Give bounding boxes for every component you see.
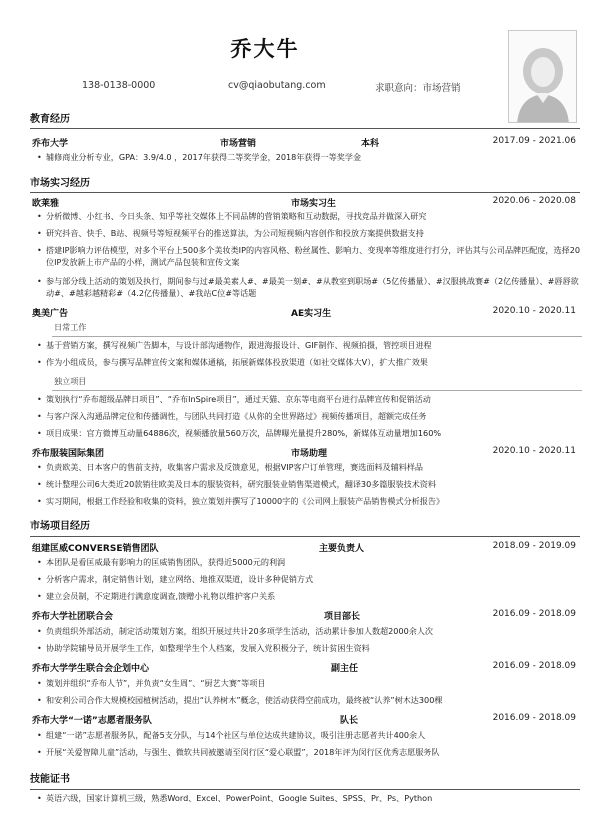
subsection-label: 独立项目 [54, 376, 87, 386]
date-range: 2017.09 - 2021.06 [492, 136, 576, 146]
bullet-item: • 建立会员制，不定期进行满意度调查,馈赠小礼物以维护客户关系 [46, 591, 582, 603]
section-divider [30, 192, 580, 193]
school: 乔布大学 [32, 139, 69, 149]
email: cv@qiaobutang.com [228, 80, 326, 91]
bullet-item: • 和安利公司合作大规模校园植树活动，提出“认养树木”概念，使活动获得空前成功，最终被“认养”树木达300棵 [46, 695, 582, 707]
bullet-item: • 分析微博、小红书、今日头条、知乎等社交媒体上不同品牌的营销策略和互动数据，寻找竞品并做深入研究 [46, 211, 582, 223]
bullet-item: • 组建“一诺”志愿者服务队，配备5支分队，与14个社区与单位达成共建协议，吸引注册志愿者共计400余人 [46, 730, 582, 742]
company: 奥美广告 [32, 309, 69, 319]
role: 市场助理 [291, 449, 328, 459]
bullet-item: • 开展“关爱智障儿童”活动，与强生、微软共同被邀请至闵行区“爱心联盟”，2018年评为闵行区优秀志愿服务队 [46, 747, 582, 759]
date-range: 2016.09 - 2018.09 [492, 609, 576, 619]
organization: 乔布大学“一诺”志愿者服务队 [32, 716, 152, 726]
section-title-skills: 技能证书 [30, 774, 70, 785]
project-row [30, 713, 576, 727]
phone: 138-0138-0000 [82, 80, 156, 91]
role: 副主任 [331, 664, 359, 674]
photo-caption: 1 寸 职 业 照 [524, 111, 561, 118]
bullet-item: • 搭建IP影响力评估模型，对多个平台上500多个美妆类IP的内容风格、粉丝属性、影响力、变现率等维度进行打分，评估其与公司品牌匹配度，选择20位IP发放新上市产品的小样，测试产品包装和宣传文案 [46, 245, 582, 268]
project-row [30, 541, 576, 555]
organization: 乔布大学学生联合会企划中心 [32, 664, 150, 674]
section-divider [30, 128, 580, 129]
bullet-item: • 基于营销方案，撰写视频广告脚本，与设计部沟通物作，跟进海报设计、GIF制作、视频拍摄，管控项目进程 [46, 340, 582, 352]
organization: 组建匡威CONVERSE销售团队 [32, 544, 159, 554]
section-divider [30, 536, 580, 537]
role: 项目部长 [324, 612, 361, 622]
project-row [30, 609, 576, 623]
section-divider [30, 789, 580, 790]
experience-row [30, 446, 576, 460]
role: 主要负责人 [319, 544, 365, 554]
role: AE实习生 [291, 309, 332, 319]
bullet-item: • 分析客户需求，制定销售计划，建立网络、地推双渠道，设计多种促销方式 [46, 574, 582, 586]
bullet-item: • 策划执行“乔布超级品牌日项目”、“乔布InSpire项目”，通过天猫、京东等电商平台进行品牌宣传和促销活动 [46, 394, 582, 406]
bullet-item: • 参与部分线上活动的策划及执行，期间参与过#最美素人#、#最美一刻#、#从教室到职场#（5亿传播量）、#汉服挑战赛#（2亿传播量）、#唇唇欲动#、#越彩越精彩#（4.2亿传播量）、#我站C位#等话题 [46, 276, 582, 299]
experience-row [30, 306, 576, 320]
section-title-projects: 市场项目经历 [30, 521, 90, 532]
degree: 本科 [361, 139, 380, 149]
candidate-name: 乔大牛 [230, 37, 300, 61]
education-row [30, 136, 576, 150]
date-range: 2020.06 - 2020.08 [492, 196, 576, 206]
bullet-item: • 辅修商业分析专业，GPA：3.9/4.0 ，2017年获得二等奖学金，2018年获得一等奖学金 [46, 152, 582, 164]
section-title-education: 教育经历 [30, 114, 70, 125]
major: 市场营销 [220, 139, 257, 149]
bullet-item: • 研究抖音、快手、B站、视频号等短视频平台的推送算法，为公司短视频内容创作和投放方案提供数据支持 [46, 228, 582, 240]
bullet-item: • 统计整理公司6大类近20款销往欧美及日本的服装资料，研究服装业销售渠道模式，翻译30多篇服装技术资料 [46, 479, 582, 491]
bullet-item: • 协助学院辅导员开展学生工作，如整理学生个人档案，发展入党积极分子，统计贫困生资料 [46, 643, 582, 655]
bullet-item: • 本团队是看匡威最有影响力的匡威销售团队，获得近5000元的利润 [46, 557, 582, 569]
bullet-item: • 负责组织外部活动，制定活动策划方案，组织开展过共计20多项学生活动，活动累计参加人数超2000余人次 [46, 626, 582, 638]
bullet-item: • 与客户深入沟通品牌定位和传播调性，与团队共同打造《从你的全世界路过》视频传播项目，超额完成任务 [46, 411, 582, 423]
bullet-item: • 英语六级，国家计算机三级，熟悉Word、Excel、PowerPoint、Google Suites、SPSS、Pr、Ps、Python [46, 793, 582, 805]
role: 队长 [340, 716, 359, 726]
section-title-internships: 市场实习经历 [30, 178, 90, 189]
company: 欧莱雅 [32, 199, 60, 209]
bullet-item: • 策划并组织“乔布人节”，并负责“女生周”、“厨艺大赛”等项目 [46, 678, 582, 690]
profile-photo [508, 30, 577, 123]
bullet-item: • 作为小组成员，参与撰写品牌宣传文案和媒体通稿，拓展新媒体投放渠道（如社交媒体大V），扩大推广效果 [46, 357, 582, 369]
date-range: 2018.09 - 2019.09 [492, 541, 576, 551]
date-range: 2016.09 - 2018.09 [492, 661, 576, 671]
date-range: 2020.10 - 2020.11 [492, 446, 576, 456]
bullet-item: • 负责欧美、日本客户的售前支持，收集客户需求及反馈意见，根据VIP客户订单管理，赛选面料及辅料样品 [46, 462, 582, 474]
bullet-item: • 实习期间，根据工作经验和收集的资料，独立策划并撰写了10000字的《公司网上服装产品销售模式分析报告》 [46, 496, 582, 508]
job-objective: 求职意向：市场营销 [375, 83, 461, 94]
date-range: 2016.09 - 2018.09 [492, 713, 576, 723]
subsection-divider [52, 336, 582, 337]
company: 乔布服装国际集团 [32, 449, 105, 459]
role: 市场实习生 [291, 199, 337, 209]
experience-row [30, 196, 576, 210]
bullet-item: • 项目成果：官方微博互动量64886次，视频播放量560万次，品牌曝光量提升280%，新媒体互动量增加160% [46, 428, 582, 440]
subsection-divider [52, 390, 582, 391]
organization: 乔布大学社团联合会 [32, 612, 114, 622]
subsection-label: 日常工作 [54, 322, 87, 332]
date-range: 2020.10 - 2020.11 [492, 306, 576, 316]
project-row [30, 661, 576, 675]
